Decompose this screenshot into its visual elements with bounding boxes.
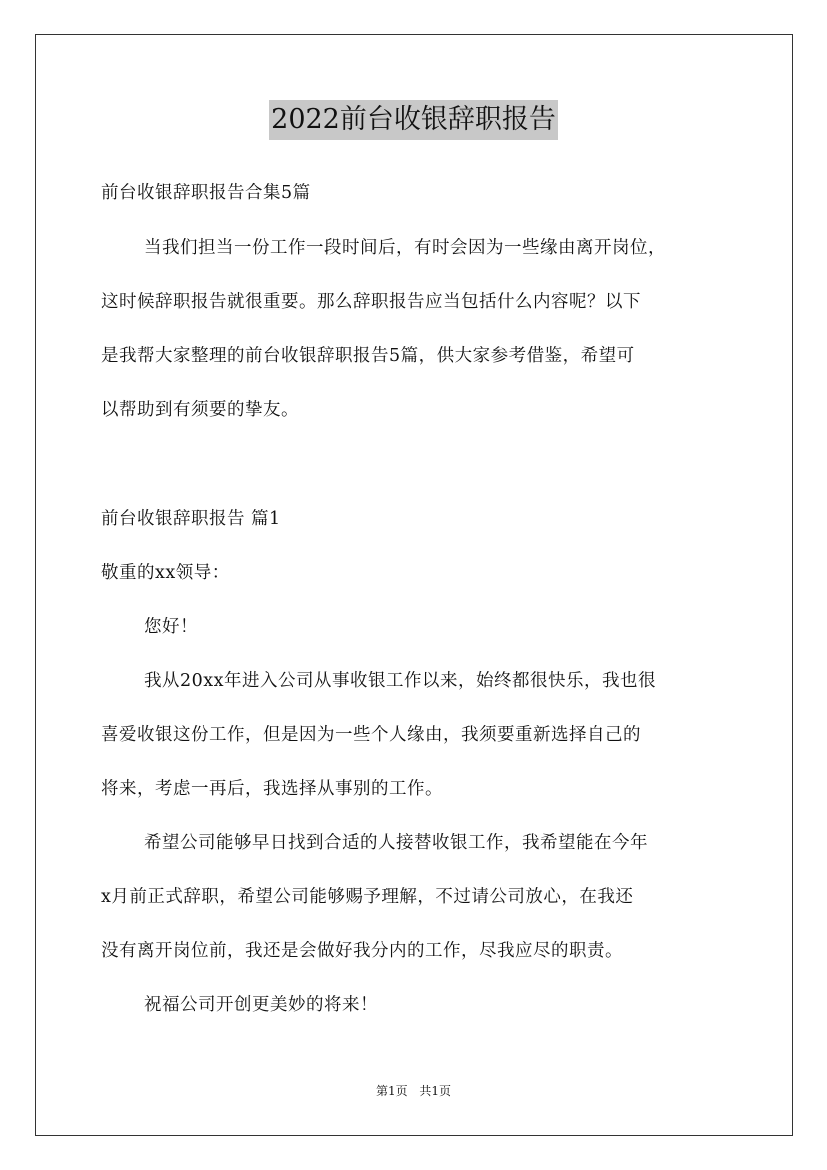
intro-line: 以帮助到有须要的挚友。 bbox=[101, 400, 299, 420]
paragraph-line: 将来，考虑一再后，我选择从事别的工作。 bbox=[101, 779, 443, 799]
intro-line: 是我帮大家整理的前台收银辞职报告5篇，供大家参考借鉴，希望可 bbox=[101, 346, 635, 366]
paragraph-line: x月前正式辞职，希望公司能够赐予理解，不过请公司放心，在我还 bbox=[101, 887, 634, 907]
paragraph-line: 我从20xx年进入公司从事收银工作以来，始终都很快乐，我也很 bbox=[144, 671, 657, 691]
salutation: 敬重的xx领导： bbox=[101, 563, 230, 583]
paragraph-line: 喜爱收银这份工作，但是因为一些个人缘由，我须要重新选择自己的 bbox=[101, 725, 641, 745]
document-subtitle: 前台收银辞职报告合集5篇 bbox=[101, 183, 311, 203]
paragraph-line: 希望公司能够早日找到合适的人接替收银工作，我希望能在今年 bbox=[144, 833, 648, 853]
page-footer bbox=[0, 1082, 827, 1100]
closing-line: 祝福公司开创更美妙的将来！ bbox=[144, 995, 378, 1015]
section-heading: 前台收银辞职报告 篇1 bbox=[101, 509, 281, 529]
intro-line: 这时候辞职报告就很重要。那么辞职报告应当包括什么内容呢？以下 bbox=[101, 292, 641, 312]
title-container bbox=[0, 100, 827, 140]
page-number: 第1页 bbox=[375, 1084, 408, 1098]
document-title: 2022前台收银辞职报告 bbox=[269, 100, 558, 140]
paragraph-line: 没有离开岗位前，我还是会做好我分内的工作，尽我应尽的职责。 bbox=[101, 941, 623, 961]
greeting: 您好！ bbox=[144, 617, 198, 637]
page-total: 共1页 bbox=[419, 1084, 452, 1098]
intro-line: 当我们担当一份工作一段时间后，有时会因为一些缘由离开岗位， bbox=[144, 238, 666, 258]
